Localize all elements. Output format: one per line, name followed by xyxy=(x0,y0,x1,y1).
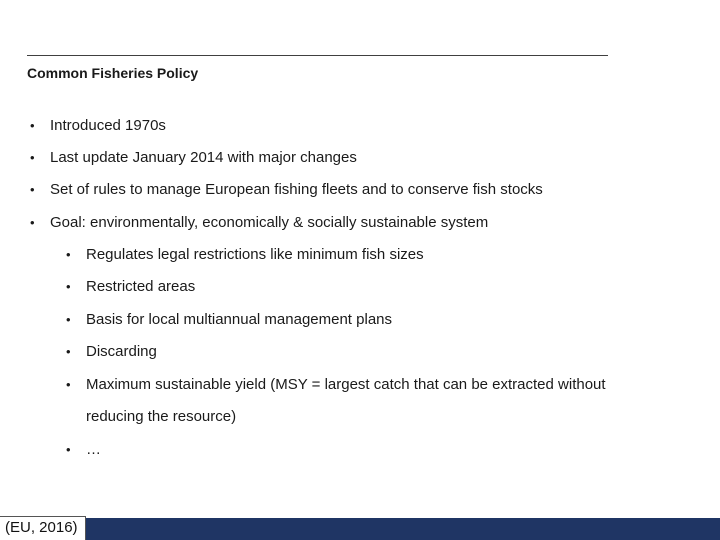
bullet-text: Goal: environmentally, economically & socially sustainable system xyxy=(50,214,489,231)
title-divider-line xyxy=(27,55,608,56)
sub-bullet-text: Discarding xyxy=(86,343,157,360)
sub-bullet-text: Regulates legal restrictions like minimum fish sizes xyxy=(86,246,424,263)
sub-bullet-text: reducing the resource) xyxy=(86,408,237,425)
bullet-dot-icon: • xyxy=(30,150,35,165)
bullet-dot-icon: • xyxy=(66,344,71,359)
bullet-dot-icon: • xyxy=(66,442,71,457)
bullet-text: Introduced 1970s xyxy=(50,117,166,134)
bullet-dot-icon: • xyxy=(30,215,35,230)
footer-bar xyxy=(0,518,720,540)
sub-bullet-text: … xyxy=(86,441,101,458)
bullet-dot-icon: • xyxy=(66,377,71,392)
bullet-dot-icon: • xyxy=(30,182,35,197)
sub-bullet-text: Maximum sustainable yield (MSY = largest catch that can be extracted without xyxy=(86,376,606,393)
citation-label: (EU, 2016) xyxy=(0,516,86,540)
bullet-text: Set of rules to manage European fishing fleets and to conserve fish stocks xyxy=(50,181,543,198)
bullet-dot-icon: • xyxy=(66,247,71,262)
bullet-text: Last update January 2014 with major changes xyxy=(50,149,357,166)
sub-bullet-text: Restricted areas xyxy=(86,278,196,295)
bullet-dot-icon: • xyxy=(30,118,35,133)
bullet-dot-icon: • xyxy=(66,312,71,327)
bullet-dot-icon: • xyxy=(66,279,71,294)
sub-bullet-text: Basis for local multiannual management plans xyxy=(86,311,392,328)
slide-title: Common Fisheries Policy xyxy=(27,65,199,81)
